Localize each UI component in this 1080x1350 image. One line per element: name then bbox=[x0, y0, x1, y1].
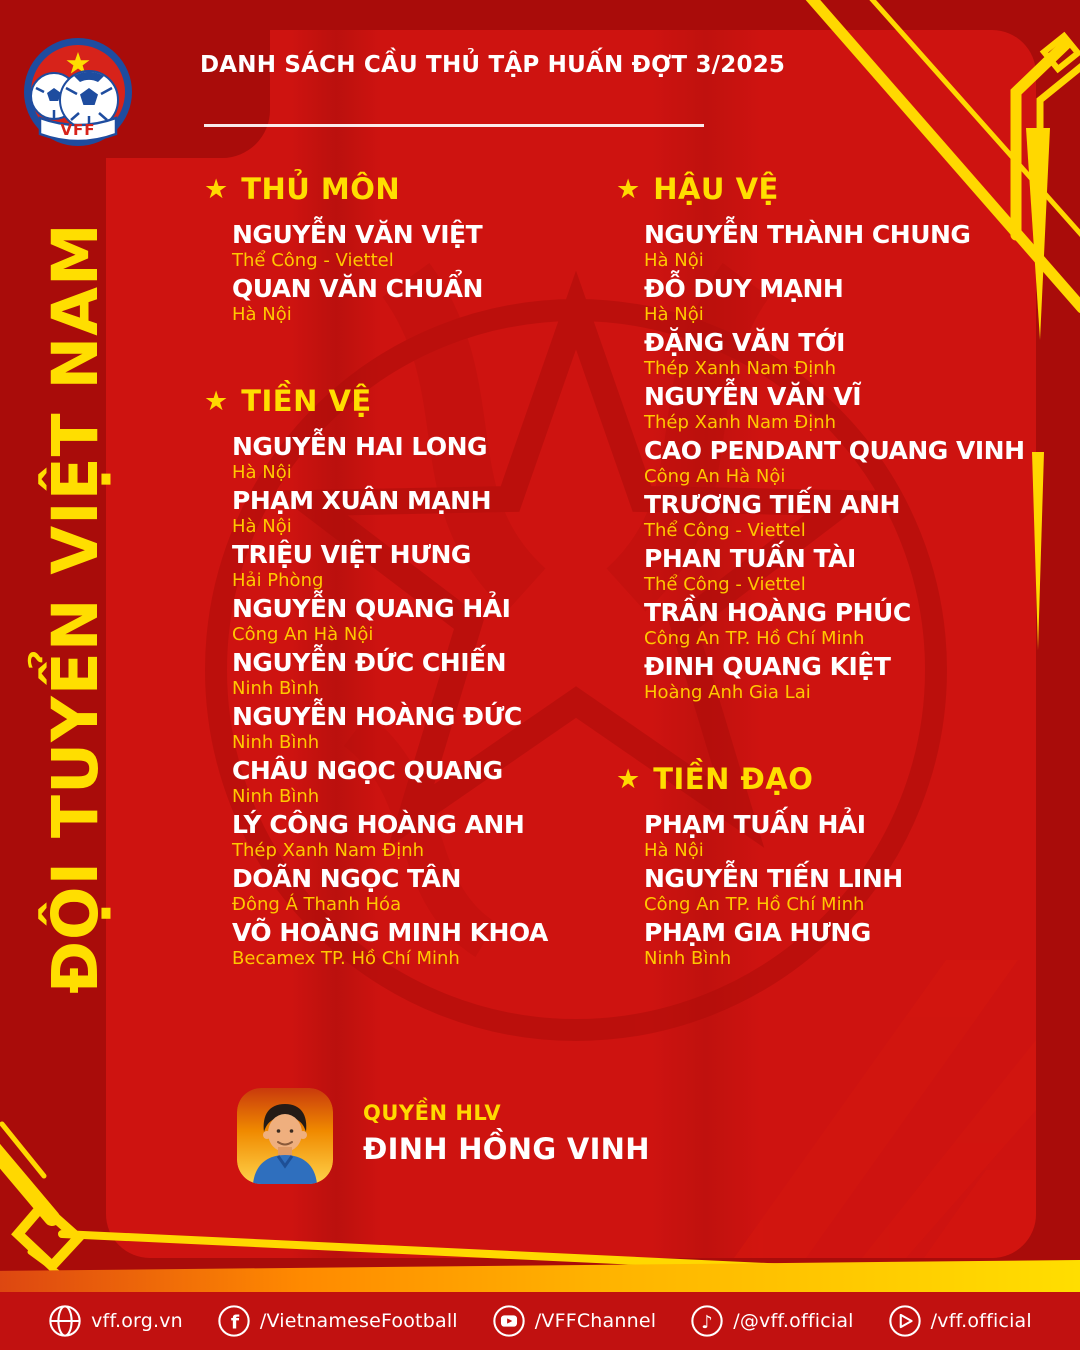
player-club: Thể Công - Viettel bbox=[232, 250, 394, 271]
facebook-icon bbox=[217, 1304, 251, 1338]
player-name: VÕ HOÀNG MINH KHOA bbox=[232, 918, 548, 947]
player-item bbox=[644, 918, 1044, 969]
vff-logo bbox=[22, 36, 134, 148]
player-club: Hà Nội bbox=[644, 304, 704, 325]
player-name: NGUYỄN TIẾN LINH bbox=[644, 864, 903, 893]
player-item bbox=[644, 382, 1044, 433]
player-club: Thép Xanh Nam Định bbox=[644, 412, 837, 433]
player-name: ĐỖ DUY MẠNH bbox=[644, 274, 844, 303]
coach-portrait bbox=[237, 1088, 333, 1184]
player-item bbox=[644, 652, 1044, 703]
player-name: TRIỆU VIỆT HƯNG bbox=[232, 540, 471, 569]
section-title: TIỀN VỆ bbox=[241, 384, 372, 418]
vertical-banner: ĐỘI TUYỂN VIỆT NAM bbox=[39, 222, 112, 994]
player-club: Công An Hà Nội bbox=[644, 466, 786, 487]
roster-column-left bbox=[204, 172, 616, 1028]
section-title: HẬU VỆ bbox=[653, 172, 779, 206]
player-item bbox=[232, 486, 616, 537]
footer-link[interactable] bbox=[690, 1304, 853, 1338]
player-club: Công An TP. Hồ Chí Minh bbox=[644, 628, 865, 649]
player-club: Hà Nội bbox=[644, 250, 704, 271]
star-icon: ★ bbox=[616, 763, 641, 795]
player-club: Hà Nội bbox=[232, 304, 292, 325]
player-club: Hà Nội bbox=[644, 840, 704, 861]
player-name: TRƯƠNG TIẾN ANH bbox=[644, 490, 900, 519]
player-club: Đông Á Thanh Hóa bbox=[232, 894, 402, 915]
player-club: Thể Công - Viettel bbox=[644, 520, 806, 541]
footer-bar bbox=[0, 1292, 1080, 1350]
bottom-gradient-stripe bbox=[0, 1260, 1080, 1292]
player-item bbox=[644, 220, 1044, 271]
player-item bbox=[644, 810, 1044, 861]
player-club: Hà Nội bbox=[232, 516, 292, 537]
section-title: THỦ MÔN bbox=[241, 172, 401, 206]
section-thu-mon bbox=[204, 172, 616, 328]
player-club: Công An TP. Hồ Chí Minh bbox=[644, 894, 865, 915]
player-name: LÝ CÔNG HOÀNG ANH bbox=[232, 810, 525, 839]
player-name: PHẠM XUÂN MẠNH bbox=[232, 486, 492, 515]
player-name: PHAN TUẤN TÀI bbox=[644, 544, 856, 573]
player-club: Hoàng Anh Gia Lai bbox=[644, 682, 811, 703]
player-item bbox=[232, 864, 616, 915]
play-icon bbox=[888, 1304, 922, 1338]
player-item bbox=[232, 432, 616, 483]
title-underline bbox=[204, 124, 704, 127]
footer-link-label: /@vff.official bbox=[733, 1310, 854, 1332]
poster-title: DANH SÁCH CẦU THỦ TẬP HUẤN ĐỢT 3/2025 bbox=[200, 52, 786, 78]
player-club: Ninh Bình bbox=[644, 948, 732, 969]
globe-icon bbox=[48, 1304, 82, 1338]
player-name: DOÃN NGỌC TÂN bbox=[232, 864, 461, 893]
section-title: TIỀN ĐẠO bbox=[653, 762, 814, 796]
player-name: PHẠM GIA HƯNG bbox=[644, 918, 871, 947]
player-item bbox=[232, 594, 616, 645]
footer-link-label: vff.org.vn bbox=[91, 1310, 183, 1332]
section-tien-dao bbox=[616, 762, 1044, 972]
section-header-tien-dao bbox=[616, 762, 1044, 796]
footer-link-label: /vff.official bbox=[930, 1310, 1032, 1332]
player-name: NGUYỄN VĂN VIỆT bbox=[232, 220, 483, 249]
player-club: Hải Phòng bbox=[232, 570, 324, 591]
player-item bbox=[232, 756, 616, 807]
player-item bbox=[644, 436, 1044, 487]
player-item bbox=[232, 220, 616, 271]
section-tien-ve bbox=[204, 384, 616, 972]
player-club: Ninh Bình bbox=[232, 786, 320, 807]
tiktok-icon bbox=[690, 1304, 724, 1338]
section-hau-ve bbox=[616, 172, 1044, 706]
player-item bbox=[644, 864, 1044, 915]
section-header-tien-ve bbox=[204, 384, 616, 418]
player-club: Hà Nội bbox=[232, 462, 292, 483]
star-icon: ★ bbox=[204, 385, 229, 417]
player-club: Thép Xanh Nam Định bbox=[232, 840, 425, 861]
section-header-hau-ve bbox=[616, 172, 1044, 206]
player-name: TRẦN HOÀNG PHÚC bbox=[644, 598, 911, 627]
player-club: Thép Xanh Nam Định bbox=[644, 358, 837, 379]
player-item bbox=[232, 918, 616, 969]
star-icon: ★ bbox=[204, 173, 229, 205]
player-club: Công An Hà Nội bbox=[232, 624, 374, 645]
logo-abbr: VFF bbox=[60, 121, 96, 139]
svg-text:♪: ♪ bbox=[701, 1312, 713, 1334]
player-name: PHẠM TUẤN HẢI bbox=[644, 810, 866, 839]
player-club: Becamex TP. Hồ Chí Minh bbox=[232, 948, 460, 969]
player-club: Ninh Bình bbox=[232, 678, 320, 699]
player-name: NGUYỄN QUANG HẢI bbox=[232, 594, 511, 623]
player-name: NGUYỄN THÀNH CHUNG bbox=[644, 220, 971, 249]
player-item bbox=[644, 328, 1044, 379]
roster-columns bbox=[204, 172, 1044, 1028]
player-item bbox=[644, 598, 1044, 649]
player-name: ĐẶNG VĂN TỚI bbox=[644, 328, 845, 357]
coach-meta bbox=[363, 1088, 650, 1184]
player-name: NGUYỄN VĂN VĨ bbox=[644, 382, 862, 411]
roster-column-right bbox=[616, 172, 1044, 1028]
footer-link[interactable] bbox=[492, 1304, 656, 1338]
section-header-thu-mon bbox=[204, 172, 616, 206]
player-name: NGUYỄN HAI LONG bbox=[232, 432, 488, 461]
player-name: CHÂU NGỌC QUANG bbox=[232, 756, 503, 785]
player-item bbox=[232, 702, 616, 753]
player-item bbox=[644, 544, 1044, 595]
player-item bbox=[232, 540, 616, 591]
player-item bbox=[232, 274, 616, 325]
player-item bbox=[232, 810, 616, 861]
player-name: NGUYỄN ĐỨC CHIẾN bbox=[232, 648, 507, 677]
footer-link[interactable] bbox=[888, 1304, 1032, 1338]
footer-link-label: /VietnameseFootball bbox=[259, 1310, 458, 1332]
player-name: QUAN VĂN CHUẨN bbox=[232, 274, 483, 303]
player-item bbox=[644, 490, 1044, 541]
player-name: CAO PENDANT QUANG VINH bbox=[644, 436, 1025, 465]
player-item bbox=[644, 274, 1044, 325]
svg-text:f: f bbox=[230, 1311, 239, 1334]
footer-link[interactable] bbox=[48, 1304, 183, 1338]
footer-link-label: /VFFChannel bbox=[534, 1310, 657, 1332]
player-item bbox=[232, 648, 616, 699]
player-name: NGUYỄN HOÀNG ĐỨC bbox=[232, 702, 522, 731]
footer-link[interactable] bbox=[217, 1304, 458, 1338]
coach-row bbox=[237, 1088, 650, 1184]
coach-role-label: QUYỀN HLV bbox=[363, 1101, 502, 1125]
player-name: ĐINH QUANG KIỆT bbox=[644, 652, 891, 681]
player-club: Ninh Bình bbox=[232, 732, 320, 753]
star-icon: ★ bbox=[616, 173, 641, 205]
youtube-icon bbox=[492, 1304, 526, 1338]
coach-name: ĐINH HỒNG VINH bbox=[363, 1132, 650, 1166]
player-club: Thể Công - Viettel bbox=[644, 574, 806, 595]
